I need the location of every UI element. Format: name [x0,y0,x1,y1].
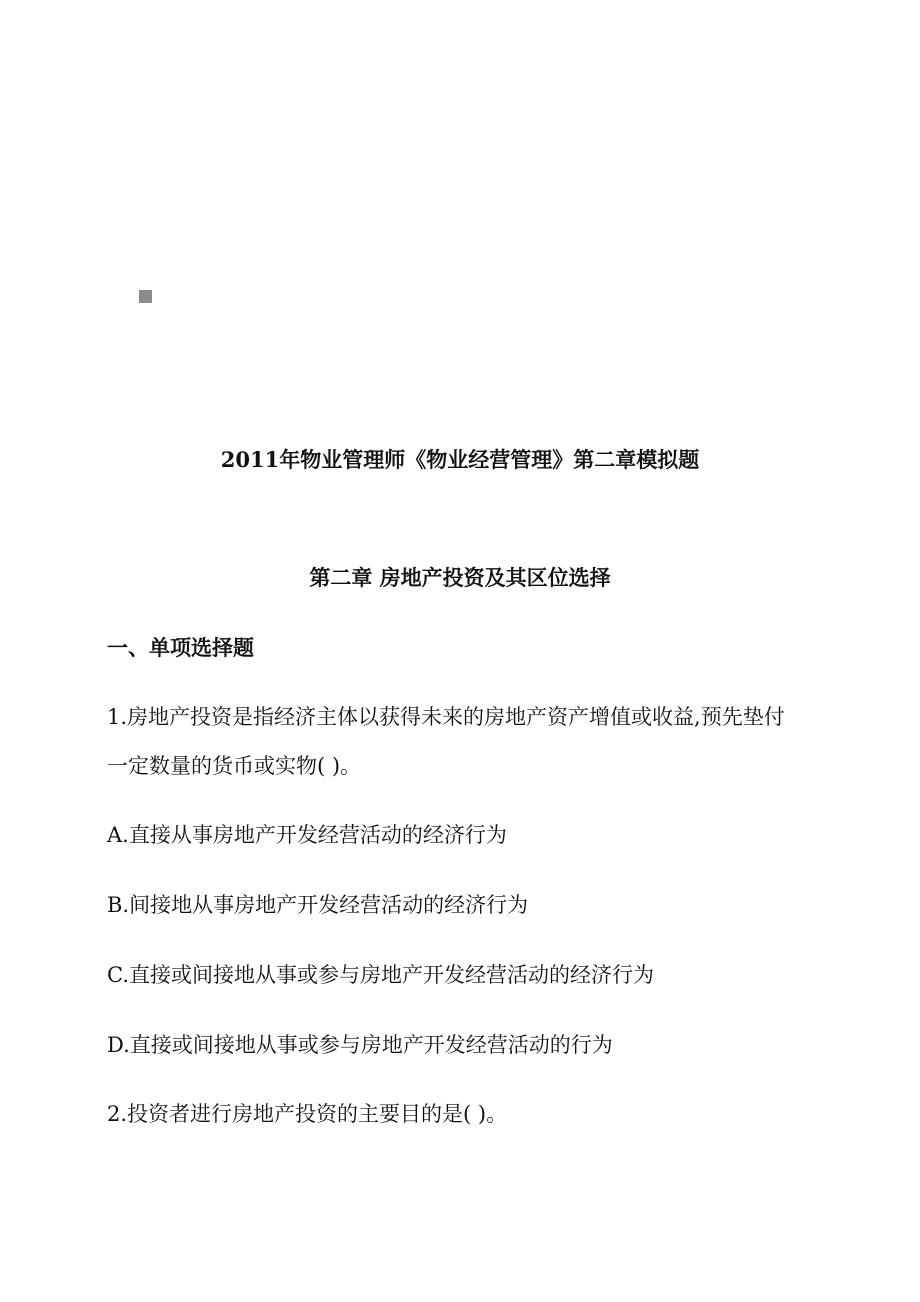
question-1-option-d: D.直接或间接地从事或参与房地产开发经营活动的行为 [107,1033,613,1057]
section-heading: 一、单项选择题 [107,635,254,660]
question-1-stem-line-2: 一定数量的货币或实物( )。 [107,754,362,778]
chapter-title: 第二章 房地产投资及其区位选择 [309,565,611,590]
question-1-option-a: A.直接从事房地产开发经营活动的经济行为 [107,823,507,847]
question-1-stem-line-1: 1.房地产投资是指经济主体以获得未来的房地产资产增值或收益,预先垫付 [107,705,785,729]
question-1-option-c: C.直接或间接地从事或参与房地产开发经营活动的经济行为 [107,963,654,987]
document-title: 2011年物业管理师《物业经营管理》第二章模拟题 [220,447,700,472]
square-bullet-icon [139,290,152,303]
question-2-stem: 2.投资者进行房地产投资的主要目的是( )。 [107,1102,508,1126]
question-1-option-b: B.间接地从事房地产开发经营活动的经济行为 [107,893,529,917]
